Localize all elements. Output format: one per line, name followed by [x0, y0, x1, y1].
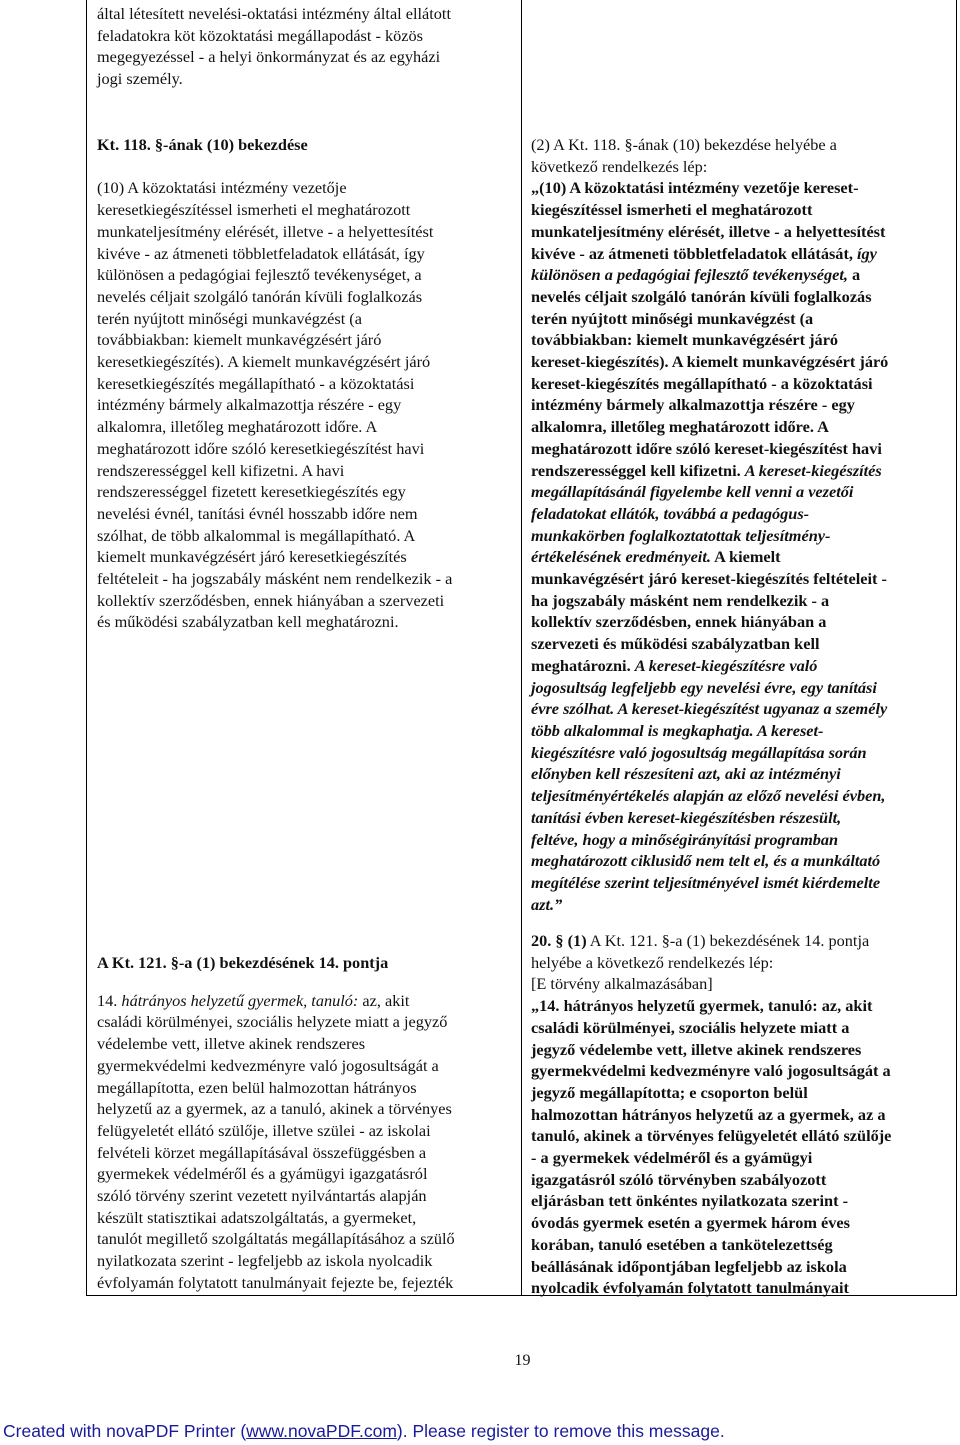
text-line: [531, 763, 946, 785]
text-line: [531, 742, 946, 764]
text-segment: felügyeletét ellátó szülője, illetve szülei - az iskolai: [97, 1120, 431, 1140]
text-line: [531, 243, 946, 265]
new-provision-text: [531, 930, 946, 1299]
text-segment: megállapította, ezen belül halmozottan hátrányos: [97, 1077, 417, 1097]
text-segment: gyermekvédelmi kedvezményre való jogosultságát a: [531, 1061, 891, 1081]
text-line: keresetkiegészítés). A kiemelt munkavégzésért járó: [97, 352, 431, 372]
text-segment: [E törvény alkalmazásában]: [531, 974, 713, 994]
row2-left-cell: [97, 134, 512, 633]
table-border-middle: [521, 0, 522, 1296]
text-segment: évfolyamán folytatott tanulmányait fejezte be, fejezték: [97, 1272, 454, 1292]
text-line: [531, 633, 946, 655]
text-line: [531, 264, 946, 286]
text-segment: terén nyújtott minőségi munkavégzést (a: [531, 308, 814, 328]
text-segment: így: [857, 243, 877, 263]
text-segment: tanítási évben kereset-kiegészítésben részesült,: [531, 807, 842, 827]
text-segment: helyébe a következő rendelkezés lép:: [531, 952, 774, 972]
text-segment: tanuló, akinek a törvényes felügyeletét ellátó szülője: [531, 1126, 892, 1146]
text-segment: továbbiakban: kiemelt munkavégzésért járó: [531, 330, 839, 350]
text-segment: meghatározott időre szóló kereset-kiegészítést havi: [531, 438, 882, 458]
text-line: megegyezéssel - a helyi önkormányzat és az egyházi: [97, 47, 441, 67]
text-line: [531, 698, 946, 720]
text-segment: több alkalommal is megkaphatja. A kereset-: [531, 720, 824, 740]
text-line: [531, 872, 946, 894]
section-heading: A Kt. 121. §-a (1) bekezdésének 14. pontja: [97, 953, 389, 972]
text-line: [531, 973, 946, 995]
row3-left-cell: [97, 952, 512, 1294]
text-segment: felvételi körzet megállapításával összefüggésben a: [97, 1142, 427, 1162]
text-segment: feltéve, hogy a minőségirányítási programban: [531, 829, 839, 849]
text-segment: készült statisztikai adatszolgáltatás, a gyermeket,: [97, 1207, 417, 1227]
footer-text: Created with novaPDF Printer (: [3, 1421, 247, 1441]
text-segment: korában, tanuló esetében a tankötelezettség: [531, 1234, 833, 1254]
text-line: [97, 1120, 512, 1142]
text-line: [531, 1017, 946, 1039]
text-line: [531, 952, 946, 974]
text-segment: megítélése szerint teljesítményével ismét kiérdemelte: [531, 872, 881, 892]
text-line: intézmény bármely alkalmazottja részére - egy: [97, 395, 402, 415]
text-segment: feladatokat ellátók, továbbá a pedagógus-: [531, 503, 810, 523]
text-line: [531, 677, 946, 699]
text-line: [531, 1190, 946, 1212]
text-line: [531, 351, 946, 373]
text-line: alkalomra, illetőleg meghatározott időre. A: [97, 417, 378, 437]
text-line: [97, 1033, 512, 1055]
text-line: [531, 481, 946, 503]
text-segment: A kereset-kiegészítésre való: [634, 655, 818, 675]
new-provision-text: [531, 177, 946, 915]
text-line: [531, 1234, 946, 1256]
footer-link[interactable]: www.novaPDF.com: [246, 1421, 397, 1441]
text-segment: családi körülményei, szociális helyzete miatt a: [531, 1017, 850, 1037]
text-line: [97, 1228, 512, 1250]
text-line: feladatokra köt közoktatási megállapodást - közös: [97, 25, 423, 45]
text-line: [531, 655, 946, 677]
text-line: [531, 1169, 946, 1191]
text-line: [531, 1277, 946, 1299]
text-line: kiemelt munkavégzésért járó keresetkiegészítés: [97, 547, 407, 567]
text-segment: kereset-kiegészítés). A kiemelt munkavégzésért járó: [531, 352, 889, 372]
text-line: [531, 373, 946, 395]
text-line: [531, 308, 946, 330]
text-line: keresetkiegészítéssel ismerheti el meghatározott: [97, 200, 411, 220]
text-line: különösen a pedagógiai fejlesztő tevékenységet, a: [97, 265, 422, 285]
text-segment: hátrányos helyzetű gyermek, tanuló:: [121, 990, 359, 1010]
text-segment: A kereset-kiegészítés: [744, 460, 882, 480]
text-line: [97, 990, 512, 1012]
text-line: feltételeit - ha jogszabály másként nem rendelkezik - a: [97, 569, 453, 589]
old-provision-text: [97, 990, 512, 1294]
text-segment: kiegészítéssel ismerheti el meghatározott: [531, 200, 813, 220]
text-line: [531, 1147, 946, 1169]
text-segment: szervezeti és működési szabályzatban kell: [531, 634, 820, 654]
text-line: [97, 1142, 512, 1164]
text-segment: értékelésének eredményeit.: [531, 547, 711, 567]
text-line: jogi személy.: [97, 69, 183, 89]
text-segment: tanulót megillető szolgáltatás megállapításához a szülő: [97, 1229, 455, 1249]
text-segment: a: [847, 265, 861, 285]
text-segment: beállásának időpontjában legfeljebb az iskola: [531, 1256, 847, 1276]
text-line: munkateljesítmény elérését, illetve - a helyettesítést: [97, 221, 434, 241]
text-line: keresetkiegészítés megállapítható - a közoktatási: [97, 373, 415, 393]
text-segment: kivéve - az átmeneti többletfeladatok ellátását,: [531, 243, 858, 263]
text-line: által létesített nevelési-oktatási intézmény által ellátott: [97, 4, 451, 23]
page-number: 19: [514, 1352, 531, 1369]
text-segment: jegyző megállapította; e csoporton belül: [531, 1082, 808, 1102]
text-line: [97, 1272, 512, 1294]
text-line: (2) A Kt. 118. §-ának (10) bekezdése helyébe a: [531, 135, 837, 154]
text-line: [531, 525, 946, 547]
text-line: [531, 1104, 946, 1126]
row1-left-cell: [97, 3, 512, 90]
text-segment: igazgatásról szóló törvényben szabályozott: [531, 1169, 827, 1189]
table-border-left: [86, 0, 87, 1296]
text-line: kollektív szerződésben, ennek hiányában a szervezeti: [97, 590, 445, 610]
text-line: [531, 807, 946, 829]
text-segment: 14.: [97, 990, 122, 1010]
text-line: [531, 286, 946, 308]
text-line: [531, 568, 946, 590]
text-segment: nevelés céljait szolgáló tanórán kívüli foglalkozás: [531, 286, 872, 306]
text-line: [531, 221, 946, 243]
text-line: [531, 850, 946, 872]
text-line: [531, 611, 946, 633]
text-segment: jegyző védelembe vett, illetve akinek rendszeres: [531, 1039, 862, 1059]
text-segment: nyolcadik évfolyamán folytatott tanulmányait: [531, 1278, 849, 1298]
text-line: [531, 894, 946, 916]
text-line: [97, 1077, 512, 1099]
text-line: [531, 546, 946, 568]
watermark-footer: [0, 1417, 960, 1445]
text-line: [531, 177, 946, 199]
text-segment: rendszerességgel kell kifizetni.: [531, 460, 745, 480]
text-line: rendszerességgel kell kifizetni. A havi: [97, 460, 345, 480]
text-segment: intézmény bármely alkalmazottja részére - egy: [531, 395, 855, 415]
text-segment: az, akit: [358, 990, 410, 1010]
text-line: [531, 785, 946, 807]
text-line: (10) A közoktatási intézmény vezetője: [97, 178, 347, 198]
text-segment: kiegészítésre való jogosultság megállapítása során: [531, 742, 867, 762]
text-segment: meghatározott ciklusidő nem telt el, és a munkáltató: [531, 851, 881, 871]
text-line: továbbiakban: kiemelt munkavégzésért járó: [97, 330, 382, 350]
table-border-right: [956, 0, 957, 1296]
text-line: rendszerességgel fizetett keresetkiegészítés egy: [97, 482, 406, 502]
text-line: [531, 1060, 946, 1082]
text-segment: 20. § (1): [531, 931, 587, 950]
text-segment: nyilatkozata szerint - legfeljebb az iskola nyolcadik: [97, 1251, 433, 1271]
text-line: [531, 1082, 946, 1104]
old-provision-text: [97, 177, 512, 633]
text-segment: „14. hátrányos helyzetű gyermek, tanuló: az, akit: [531, 996, 873, 1016]
text-line: és működési szabályzatban kell meghatározni.: [97, 612, 399, 632]
text-segment: gyermekek védelméről és a gyámügyi igazgatásról: [97, 1164, 428, 1184]
text-segment: azt.”: [531, 894, 563, 914]
text-segment: „(10) A közoktatási intézmény vezetője kereset-: [531, 178, 859, 198]
footer-text: ). Please register to remove this message.: [396, 1421, 725, 1441]
text-line: [531, 930, 946, 952]
text-line: [97, 1098, 512, 1120]
text-segment: A kiemelt: [710, 547, 781, 567]
text-segment: ha jogszabály másként nem rendelkezik - a: [531, 590, 830, 610]
text-segment: védelembe vett, illetve akinek rendszeres: [97, 1034, 366, 1054]
text-line: [531, 460, 946, 482]
text-line: következő rendelkezés lép:: [531, 156, 708, 176]
text-segment: gyermekvédelmi kedvezményre való jogosultságát a: [97, 1055, 439, 1075]
text-segment: munkavégzésért járó kereset-kiegészítés feltételeit -: [531, 569, 887, 589]
text-segment: teljesítményértékelés alapján az előző nevelési évben,: [531, 786, 886, 806]
text-segment: évre szólhat. A kereset-kiegészítést ugyanaz a személy: [531, 699, 888, 719]
text-segment: jogosultság legfeljebb egy nevelési évre, egy tanítási: [531, 677, 877, 697]
text-segment: kollektív szerződésben, ennek hiányában a: [531, 612, 827, 632]
text-line: [531, 1039, 946, 1061]
text-segment: családi körülményei, szociális helyzete miatt a jegyző: [97, 1012, 448, 1032]
text-line: [97, 1163, 512, 1185]
text-line: [97, 1055, 512, 1077]
text-segment: kereset-kiegészítés megállapítható - a közoktatási: [531, 373, 873, 393]
text-line: [531, 503, 946, 525]
text-segment: - a gyermekek védelméről és a gyámügyi: [531, 1148, 813, 1168]
text-line: [531, 995, 946, 1017]
section-heading: Kt. 118. §-ának (10) bekezdése: [97, 135, 308, 154]
text-line: [531, 329, 946, 351]
row3-right-cell: [531, 930, 946, 1299]
text-line: [531, 416, 946, 438]
text-segment: szóló törvény szerint vezetett nyilvántartás alapján: [97, 1186, 427, 1206]
text-line: nevelési évnél, tanítási évnél hosszabb időre nem: [97, 503, 418, 523]
text-segment: helyzetű az a gyermek, az a tanuló, akinek a törvényes: [97, 1099, 452, 1119]
text-segment: alkalomra, illetőleg meghatározott időre. A: [531, 417, 829, 437]
text-line: [97, 1250, 512, 1272]
text-segment: meghatározni.: [531, 655, 635, 675]
text-line: [531, 1256, 946, 1278]
text-segment: megállapításánál figyelembe kell venni a vezetői: [531, 482, 854, 502]
text-segment: A Kt. 121. §-a (1) bekezdésének 14. pontja: [586, 931, 870, 950]
text-segment: óvodás gyermek esetén a gyermek három éves: [531, 1213, 850, 1233]
text-line: [531, 438, 946, 460]
text-line: [97, 1207, 512, 1229]
text-segment: halmozottan hátrányos helyzetű az a gyermek, az a: [531, 1104, 886, 1124]
text-line: [97, 1185, 512, 1207]
text-line: kivéve - az átmeneti többletfeladatok ellátását, így: [97, 243, 425, 263]
text-segment: eljárásban tett önkéntes nyilatkozata szerint -: [531, 1191, 848, 1211]
text-line: [531, 199, 946, 221]
row2-right-cell: [531, 134, 946, 915]
text-line: [531, 1212, 946, 1234]
text-line: terén nyújtott minőségi munkavégzést (a: [97, 308, 362, 328]
text-line: [531, 1125, 946, 1147]
text-segment: munkakörben foglalkoztatottak teljesítmény-: [531, 525, 831, 545]
text-line: szólhat, de több alkalommal is megállapítható. A: [97, 525, 416, 545]
text-line: nevelés céljait szolgáló tanórán kívüli foglalkozás: [97, 286, 423, 306]
text-line: [531, 590, 946, 612]
text-segment: előnyben kell részesíteni azt, aki az intézményi: [531, 764, 841, 784]
text-line: meghatározott időre szóló keresetkiegészítést havi: [97, 438, 425, 458]
text-segment: különösen a pedagógiai fejlesztő tevékenységet,: [531, 265, 848, 285]
text-line: [97, 1011, 512, 1033]
text-line: [531, 394, 946, 416]
text-line: [531, 720, 946, 742]
text-line: [531, 829, 946, 851]
text-segment: munkateljesítmény elérését, illetve - a helyettesítést: [531, 221, 886, 241]
